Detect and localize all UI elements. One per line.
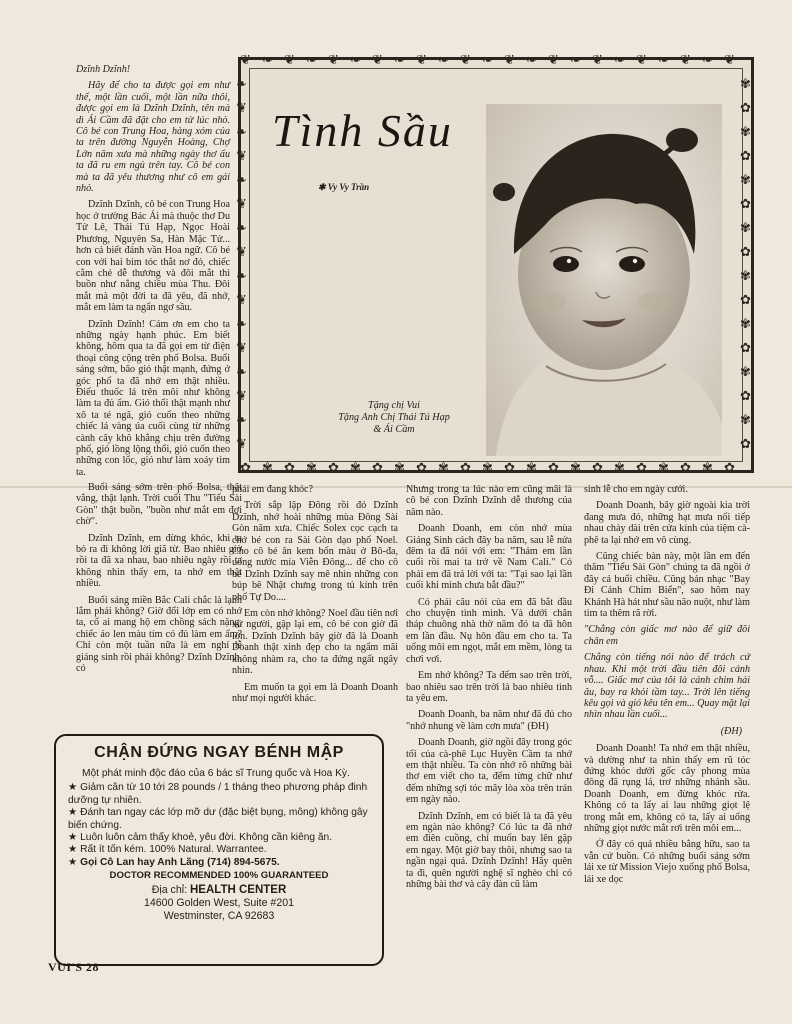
paragraph: Nhưng trong ta lúc nào em cũng mãi là cô bé con Dzĩnh Dzĩnh dễ thương của năm nào.: [406, 484, 572, 518]
center-name: HEALTH CENTER: [190, 884, 287, 897]
paragraph: Ở đây có quá nhiều bằng hữu, sao ta vẫn cứ buồn. Có những buổi sáng sớm lái xe từ Mission Viejo xuống phố Bolsa, lái xe dọc: [584, 839, 750, 885]
holly-ornament: ❦: [636, 52, 647, 67]
star-icon: ★: [68, 844, 78, 856]
holly-ornament: ❦: [592, 52, 603, 67]
holly-ornament: ✿: [416, 460, 427, 475]
holly-ornament: ✿: [504, 460, 515, 475]
holly-ornament: ❦: [284, 52, 295, 67]
paragraph: phải em đang khóc?: [232, 484, 314, 495]
paragraph: Buổi sáng miền Bắc Cali chắc là lạnh lắm phải không? Giờ đổi lớp em có nhớ ta, cố ai mang hộ em chồng sách nặng, chiếc áo len màu tím có đủ làm em ấm? Chỉ còn một tuần nữa là em nghỉ lễ giáng sinh rồi phải không? Dzĩnh Dzĩnh, có: [76, 594, 242, 675]
paragraph: Doanh Doanh, giờ ngồi đây trong góc tối của cà-phê Lục Huyền Cầm ta nhớ em thật nhiều. Ta còn nhớ rõ những bài thơ em viết cho ta, đếm từng chữ như đếm những sợi tóc mây lòa xòa trên trán em ngày nào.: [406, 737, 572, 806]
star-icon: ★: [68, 807, 78, 819]
holly-ornament: ✾: [482, 460, 493, 475]
holly-ornament: ✾: [438, 460, 449, 475]
paragraph: Dzĩnh Dzĩnh, em có biết là ta đã yêu em ngàn nào không? Có lúc ta đã nhớ em điên cuồng, chỉ muốn bay lên gặp em ngay. Một giờ bay thôi, nhưng sao ta ngần ngại quá. Dzĩnh Dzĩnh! Hãy quên ta đi, quên người nghệ sĩ nghèo chỉ có những bài thơ và cây đàn cũ làm: [406, 810, 572, 890]
ad-address: [68, 884, 370, 923]
holly-ornament: ❧: [394, 52, 405, 67]
holly-ornament: ❧: [482, 52, 493, 67]
article-title: Tình Sầu: [272, 105, 453, 156]
ad-phone: Gọi Cô Lan hay Anh Lãng (714) 894-5675.: [80, 856, 280, 868]
paragraph: Dzĩnh Dzĩnh! Cám ơn em cho ta những ngày hạnh phúc. Em biết không, hôm qua ta đã gọi em từ điện thoại công cộng trên phố Bolsa. Buổi sáng sớm, bão gió thật mạnh, đứng ở góc phố ta đã nhớ em thật nhiều. Điếu thuốc lá trên môi như không làm ta đủ ấm. Gió thổi thật mạnh như xô ta té ngã, gió cuốn theo những chiếc lá vàng úa cuối cùng từ những cành cây khô khẳng chịu trên đường phố, gió lồng lộng thổi, gió cuốn theo những con lốc, gió như làm xoáy tim ta.: [76, 318, 230, 478]
column-1-bottom: [76, 482, 242, 680]
holly-ornament: ❧: [236, 268, 247, 283]
holly-ornament: ❦: [328, 52, 339, 67]
holly-ornament: ❧: [702, 52, 713, 67]
health-center-ad: [54, 734, 384, 966]
column-2: [232, 484, 398, 709]
ad-bullet: [68, 782, 370, 807]
holly-ornament: ✿: [740, 292, 751, 307]
holly-ornament: ❧: [236, 220, 247, 235]
holly-ornament: ❦: [236, 388, 247, 403]
child-portrait-illustration: [486, 104, 722, 456]
paragraph: Doanh Doanh, bây giờ ngoài kia trời đang mưa đó, những hạt mưa nối tiếp nhau chảy dài trên cửa kính của tiệm cà-phê ta lại nhớ em vô cùng.: [584, 500, 750, 546]
holly-ornament: ❦: [724, 52, 735, 67]
holly-ornament: ❧: [438, 52, 449, 67]
star-icon: ★: [68, 832, 78, 844]
ad-bullet: [68, 844, 370, 856]
holly-ornament: ❦: [236, 340, 247, 355]
holly-ornament: ❧: [350, 52, 361, 67]
poem-quote: [584, 624, 750, 720]
ad-bullet: [68, 807, 370, 832]
holly-ornament: ✾: [570, 460, 581, 475]
paragraph: Trời sắp lập Đông rồi đó Dzĩnh Dzĩnh, nhớ hoài những mùa Đông Sài Gòn năm xưa. Chiếc Solex cọc cạch ta chở bé con ra Sài Gòn dạo phố Noel. Cho cô bé ăn kem bốn màu ở Bô-đa, uống nước mía Viễn Đông... để cho cô bé Dzĩnh Dzĩnh say mê nhìn những con búp bê Nhật chưng trong tủ kính trên phố Tự Do....: [232, 500, 398, 603]
street: 14600 Golden West, Suite #201: [144, 897, 294, 910]
holly-ornament: ❧: [236, 76, 247, 91]
holly-ornament: ❧: [570, 52, 581, 67]
holly-ornament: ❧: [236, 316, 247, 331]
holly-ornament: ❦: [236, 196, 247, 211]
address-label: Địa chỉ:: [151, 884, 188, 897]
holly-ornament: ✾: [526, 460, 537, 475]
ad-bullet-text: Rất ít tốn kém. 100% Natural. Warrantee.: [80, 844, 267, 856]
paragraph: Em muốn ta gọi em là Doanh Doanh như mọi người khác.: [232, 681, 398, 704]
holly-ornament: ✿: [636, 460, 647, 475]
holly-ornament: ✾: [350, 460, 361, 475]
ad-title: CHẬN ĐỨNG NGAY BÉNH MẬP: [94, 744, 344, 761]
holly-ornament: ✿: [740, 244, 751, 259]
holly-ornament: ❧: [306, 52, 317, 67]
holly-ornament: ✾: [740, 364, 751, 379]
paragraph: Hãy để cho ta được gọi em như thế, một lần cuối, một lần nữa thôi, được gọi em là Dzĩnh Dzĩnh, tên mà dì Ái Cầm đã đặt cho em từ lúc nhỏ. Cô bé con Trung Hoa, hàng xóm của ta trên đường Nguyễn Hoàng, Chợ Lớn năm xưa mà những ngày thơ ấu ta đã ru em ngủ trên tay. Cô bé con mà ta đã yêu thương như cô em gái nhỏ.: [76, 80, 230, 195]
holly-ornament: ✿: [740, 340, 751, 355]
author-name: Vy Vy Trần: [327, 182, 370, 192]
holly-ornament: ✾: [740, 268, 751, 283]
holly-ornament: ✾: [740, 412, 751, 427]
holly-ornament: ✾: [614, 460, 625, 475]
holly-ornament: ✿: [740, 148, 751, 163]
ad-guarantee: DOCTOR RECOMMENDED 100% GUARANTEED: [109, 870, 329, 882]
holly-ornament: ✿: [240, 460, 251, 475]
dedication-line: Tặng Anh Chị Thái Tú Hạp: [338, 412, 450, 423]
child-photo: [486, 104, 722, 456]
holly-ornament: ✾: [740, 76, 751, 91]
holly-ornament: ❦: [460, 52, 471, 67]
paragraph: Em nhớ không? Ta đếm sao trên trời, bao nhiêu sao trên trời là bao nhiêu tình ta yêu em.: [406, 670, 572, 704]
poem-line: "Chẳng còn giấc mơ nào để giữ đôi chân em: [584, 624, 750, 647]
holly-ornament: ❦: [548, 52, 559, 67]
column-3: [406, 484, 572, 895]
ad-bullets: [68, 782, 370, 869]
star-icon: ★: [68, 856, 78, 868]
holly-ornament: ❧: [262, 52, 273, 67]
holly-ornament: ✿: [740, 100, 751, 115]
ad-bullet: [68, 857, 370, 869]
holly-ornament: ❧: [236, 124, 247, 139]
holly-ornament: ✿: [328, 460, 339, 475]
page-folio: VUI'S 28: [48, 960, 100, 974]
holly-ornament: ❧: [236, 412, 247, 427]
holly-ornament: ✿: [548, 460, 559, 475]
holly-ornament: ❦: [236, 292, 247, 307]
holly-ornament: ✾: [658, 460, 669, 475]
paragraph: Doanh Doanh, ba năm như đã đủ cho "nhớ nhung về làm cơn mưa" (ĐH): [406, 709, 572, 732]
paragraph: sinh lễ cho em ngày cưới.: [584, 484, 688, 495]
holly-ornament: ❧: [236, 364, 247, 379]
holly-ornament: ❦: [236, 244, 247, 259]
ad-bullet: [68, 832, 370, 844]
paragraph: Doanh Doanh! Ta nhớ em thật nhiều, và dường như ta nhìn thấy em rũ tóc đứng khóc dưới gốc cây phong mùa đông đã rụng lá, trơ những nhánh sầu. Doanh Doanh, em đừng khóc rửa. Không có ta lấy ai lau những giọt lệ trong mắt em, không có ta, lấy ai uống những giọt nước mắt rơi trên môi em...: [584, 743, 750, 834]
ad-intro: Một phát minh độc đáo của 6 bác sĩ Trung quốc và Hoa Kỳ.: [82, 768, 350, 779]
article-author: ✱ Vy Vy Trần: [318, 182, 370, 192]
holly-ornament: ✿: [740, 388, 751, 403]
column-4: [584, 484, 750, 890]
poem-signature: (ĐH): [720, 725, 742, 737]
holly-ornament: ❧: [658, 52, 669, 67]
holly-ornament: ❦: [680, 52, 691, 67]
holly-ornament: ✿: [724, 460, 735, 475]
paragraph: Doanh Doanh, em còn nhớ mùa Giáng Sinh cách đây ba năm, sau lễ nửa đêm ta đã nói với em: "Thám em lần cuối rồi mai ta trở về Nam Cali." Có phải em đã trả lời với ta: "Tại sao lại lần cuối khi mình chưa bắt đầu?": [406, 523, 572, 592]
holly-ornament: ❧: [526, 52, 537, 67]
holly-ornament: ✾: [740, 172, 751, 187]
holly-ornament: ❧: [236, 172, 247, 187]
dedication-line: & Ái Cầm: [373, 424, 415, 435]
holly-ornament: ✾: [394, 460, 405, 475]
poem-line: Chẳng còn tiếng nói nào để trách cứ nhau. Khi một trời đầu tiên đôi cánh vỗ.... Giấc mơ của tôi là cánh chim hải âu, bay ra khỏi tầm tay... Trời lên tiếng kêu gọi và gió kêu tên em... Quay mặt lại nhìn nhau lần cuối...: [584, 652, 750, 721]
holly-ornament: ❦: [236, 100, 247, 115]
column-1-top: [76, 64, 230, 483]
city: Westminster, CA 92683: [163, 910, 275, 923]
holly-ornament: ✾: [740, 124, 751, 139]
holly-ornament: ✾: [740, 220, 751, 235]
holly-ornament: ❧: [614, 52, 625, 67]
holly-ornament: ✾: [306, 460, 317, 475]
star-icon: ★: [68, 782, 78, 794]
holly-ornament: ✾: [740, 316, 751, 331]
ad-bullet-text: Giảm cân từ 10 tới 28 pounds / 1 tháng theo phương pháp đinh dưỡng tự nhiên.: [68, 782, 368, 806]
salutation: Dzĩnh Dzĩnh!: [76, 64, 131, 75]
paragraph: Buổi sáng sớm trên phố Bolsa, thật vắng, thật lạnh. Trời cuối Thu "Tiểu Sài Gòn" thật buồn, "buồn như mắt em đợi chờ".: [76, 482, 242, 528]
holly-ornament: ❦: [416, 52, 427, 67]
dedication: [300, 400, 488, 436]
paragraph: Cũng chiếc bàn này, một lần em đến thăm "Tiểu Sài Gòn" chúng ta đã ngồi ở đây cả buổi chiều. Cũng bản nhạc "Bay Đi Cánh Chim Biển", sao hôm nay Khánh Hà hát như sầu não nuột, như làm tim ta thêm rã rời.: [584, 551, 750, 620]
holly-ornament: ❦: [236, 436, 247, 451]
holly-ornament: ✿: [740, 436, 751, 451]
paragraph: Có phải câu nói của em đã bắt đầu cho chuyện tình mình. Và dưới chân tháp chuông nhà thờ năm đó ta đã hôn em lần đầu. Nụ hôn đầu em cho ta. Ta uống môi em ngọt, mắt em mềm, lòng ta chơi vơi.: [406, 596, 572, 665]
dedication-line: Tặng chị Vui: [368, 400, 420, 411]
holly-ornament: ✿: [740, 196, 751, 211]
holly-ornament: ✿: [460, 460, 471, 475]
paragraph: Dzĩnh Dzĩnh, cô bé con Trung Hoa học ở trường Bác Ái mà thuộc thơ Du Tử Lê, Thái Tú Hạp, Ngọc Hoài Phương, Nguyên Sa, Hàn Mặc Tử... hơn cả biết đánh vần Hoa ngữ. Cô bé con với hai bím tóc thắt nơ đỏ, chiếc cằm chẻ dễ thương và đôi mắt thì buồn như nắng chiều mùa Thu. Đôi mắt mà một đời ta đã yêu, đã nhớ, mắt em làm ta ngẩn ngơ sầu.: [76, 199, 230, 314]
holly-ornament: ❦: [504, 52, 515, 67]
holly-ornament: ✾: [262, 460, 273, 475]
paragraph: Em còn nhớ không? Noel đầu tiên nơi xứ người, gặp lại em, cô bé con giờ đã lớn. Dzĩnh Dzĩnh bây giờ đã là Doanh Doanh thật xinh đẹp cho ta ngẩm mãi không nhàm ra, cho ta đứng ngất ngây nhìn.: [232, 608, 398, 677]
holly-ornament: ❦: [372, 52, 383, 67]
holly-ornament: ✿: [372, 460, 383, 475]
paragraph: Dzĩnh Dzĩnh, em đừng khóc, khi ta bỏ ra đi không lời giã từ. Bao nhiêu giờ rồi ta đã xa nhau, bao nhiêu ngày rồi ta không nhìn thấy em, ta nhớ em thật nhiều.: [76, 532, 242, 590]
ad-bullet-text: Đánh tan ngay các lớp mỡ dư (đặc biệt bụng, mông) không gây biến chứng.: [68, 807, 368, 831]
holly-ornament: ✿: [592, 460, 603, 475]
holly-ornament: ❦: [240, 52, 251, 67]
ad-bullet-text: Luôn luôn cảm thấy khoẻ, yêu đời. Không cần kiêng ăn.: [80, 832, 333, 844]
holly-ornament: ✾: [702, 460, 713, 475]
holly-ornament: ❦: [236, 148, 247, 163]
holly-ornament: ✿: [680, 460, 691, 475]
holly-ornament: ✿: [284, 460, 295, 475]
